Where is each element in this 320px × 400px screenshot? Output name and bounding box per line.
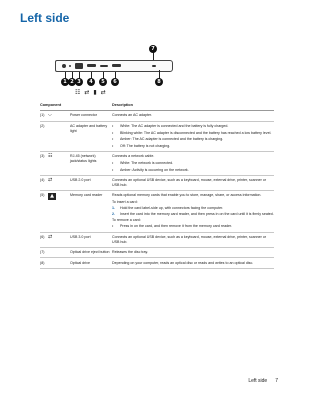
usb-icon: ⇄ — [48, 177, 53, 184]
callout-1: 1 — [61, 78, 69, 86]
bullet: • — [112, 130, 114, 135]
page-footer — [248, 378, 278, 384]
power-connector-icon: ⌵ — [48, 112, 52, 119]
bullet-text: Amber: Activity is occurring on the network. — [120, 167, 189, 172]
step-number: 2. — [112, 211, 115, 216]
callout-2: 2 — [68, 78, 76, 86]
bullet-text: Off: The battery is not charging. — [120, 143, 171, 148]
power-connector-port — [62, 64, 66, 68]
table-header — [40, 103, 274, 111]
header-component: Component — [40, 103, 62, 107]
component-name: USB 3.0 port — [70, 235, 91, 239]
table-row — [40, 191, 274, 233]
laptop-left-edge — [55, 60, 173, 72]
description-text: To insert a card: — [112, 199, 138, 204]
step-number: 1. — [112, 205, 115, 210]
bullet: • — [112, 161, 114, 166]
component-description — [112, 154, 274, 172]
row-number: (8) — [40, 260, 45, 265]
component-description — [112, 124, 274, 148]
memory-card-icon: ▲ — [48, 193, 56, 200]
bullet-text: White: The network is connected. — [120, 161, 174, 166]
bullet: • — [112, 137, 114, 142]
description-text: Connects an AC adapter. — [112, 113, 152, 118]
description-text: Reads optional memory cards that enable you to store, manage, share, or access information. — [112, 193, 262, 198]
row-number: (4) — [40, 178, 45, 183]
component-description — [112, 235, 274, 244]
row-number: (2) — [40, 124, 45, 129]
memory-card-icon: ▮ — [93, 89, 97, 96]
description-text: Depending on your computer, reads an optical disc or reads and writes to an optical disc. — [112, 260, 254, 265]
description-text: Connects a network cable. — [112, 154, 155, 159]
component-description — [112, 250, 274, 255]
table-row — [40, 233, 274, 248]
description-text: To remove a card: — [112, 217, 141, 222]
callout-7: 7 — [149, 45, 157, 53]
bullet-text: Amber: The AC adapter is connected and the battery is charging. — [120, 137, 224, 142]
table-row — [40, 152, 274, 176]
component-name: Optical drive — [70, 260, 90, 265]
component-description — [112, 113, 274, 118]
description-text: Releases the disc tray. — [112, 250, 149, 255]
card-reader-port — [100, 65, 108, 67]
bullet: • — [112, 167, 114, 172]
components-table — [40, 103, 274, 269]
row-number: (6) — [40, 235, 45, 239]
left-side-illustration — [55, 46, 175, 96]
header-description: Description — [112, 103, 133, 107]
bullet-text: Press in on the card, and then remove it from the memory card reader. — [120, 224, 233, 229]
row-number: (7) — [40, 250, 45, 255]
component-name: USB 2.0 port — [70, 178, 91, 183]
component-description — [112, 193, 274, 229]
table-row — [40, 122, 274, 152]
network-icon: ☷ — [48, 153, 53, 160]
table-row — [40, 111, 274, 122]
callout-8: 8 — [155, 78, 163, 86]
row-number: (5) — [40, 193, 45, 198]
table-row — [40, 176, 274, 191]
description-text: Connects an optional USB device, such as a keyboard, mouse, external drive, printer, scanner or USB hub. — [112, 178, 267, 187]
page-number: 7 — [275, 378, 278, 384]
usb-icon: ⇄ — [84, 89, 90, 96]
step-text: Insert the card into the memory card reader, and then press in on the card until it is firmly seated. — [120, 211, 274, 216]
usb-ss-icon: ⇄ — [100, 89, 106, 96]
component-name: Optical drive eject button — [70, 250, 110, 255]
table-row — [40, 248, 274, 259]
component-name: AC adapter and battery light — [70, 124, 108, 133]
usb2-port — [87, 64, 96, 67]
bullet: • — [112, 224, 114, 229]
step-text: Hold the card label-side up, with connectors facing the computer. — [120, 205, 224, 210]
description-text: Connects an optional USB device, such as a keyboard, mouse, external drive, printer, scanner or USB hub. — [112, 235, 267, 244]
component-description — [112, 261, 274, 266]
callout-5: 5 — [99, 78, 107, 86]
table-row — [40, 258, 274, 269]
callout-6: 6 — [111, 78, 119, 86]
bullet-text: Blinking white: The AC adapter is disconnected and the battery has reached a low battery level. — [120, 130, 272, 135]
usb3-port — [112, 64, 121, 67]
component-name: Power connector — [70, 113, 97, 118]
network-icon: ☷ — [75, 89, 81, 96]
component-name: RJ-45 (network) jack/status lights — [70, 154, 97, 164]
ac-light-port — [69, 65, 71, 67]
bullet: • — [112, 143, 114, 148]
bullet-text: White: The AC adapter is connected and the battery is fully charged. — [120, 124, 229, 129]
usb-icon: ⇄ — [48, 234, 53, 240]
bullet: • — [112, 124, 114, 129]
component-name: Memory card reader — [70, 193, 103, 198]
row-number: (3) — [40, 154, 45, 159]
callout-4: 4 — [87, 78, 95, 86]
eject-button — [152, 65, 156, 67]
footer-section: Left side — [248, 378, 268, 384]
port-icon-strip — [75, 89, 106, 96]
page-title: Left side — [20, 11, 70, 25]
row-number: (1) — [40, 113, 45, 118]
rj45-port — [75, 63, 83, 69]
component-description — [112, 178, 274, 187]
callout-3: 3 — [75, 78, 83, 86]
